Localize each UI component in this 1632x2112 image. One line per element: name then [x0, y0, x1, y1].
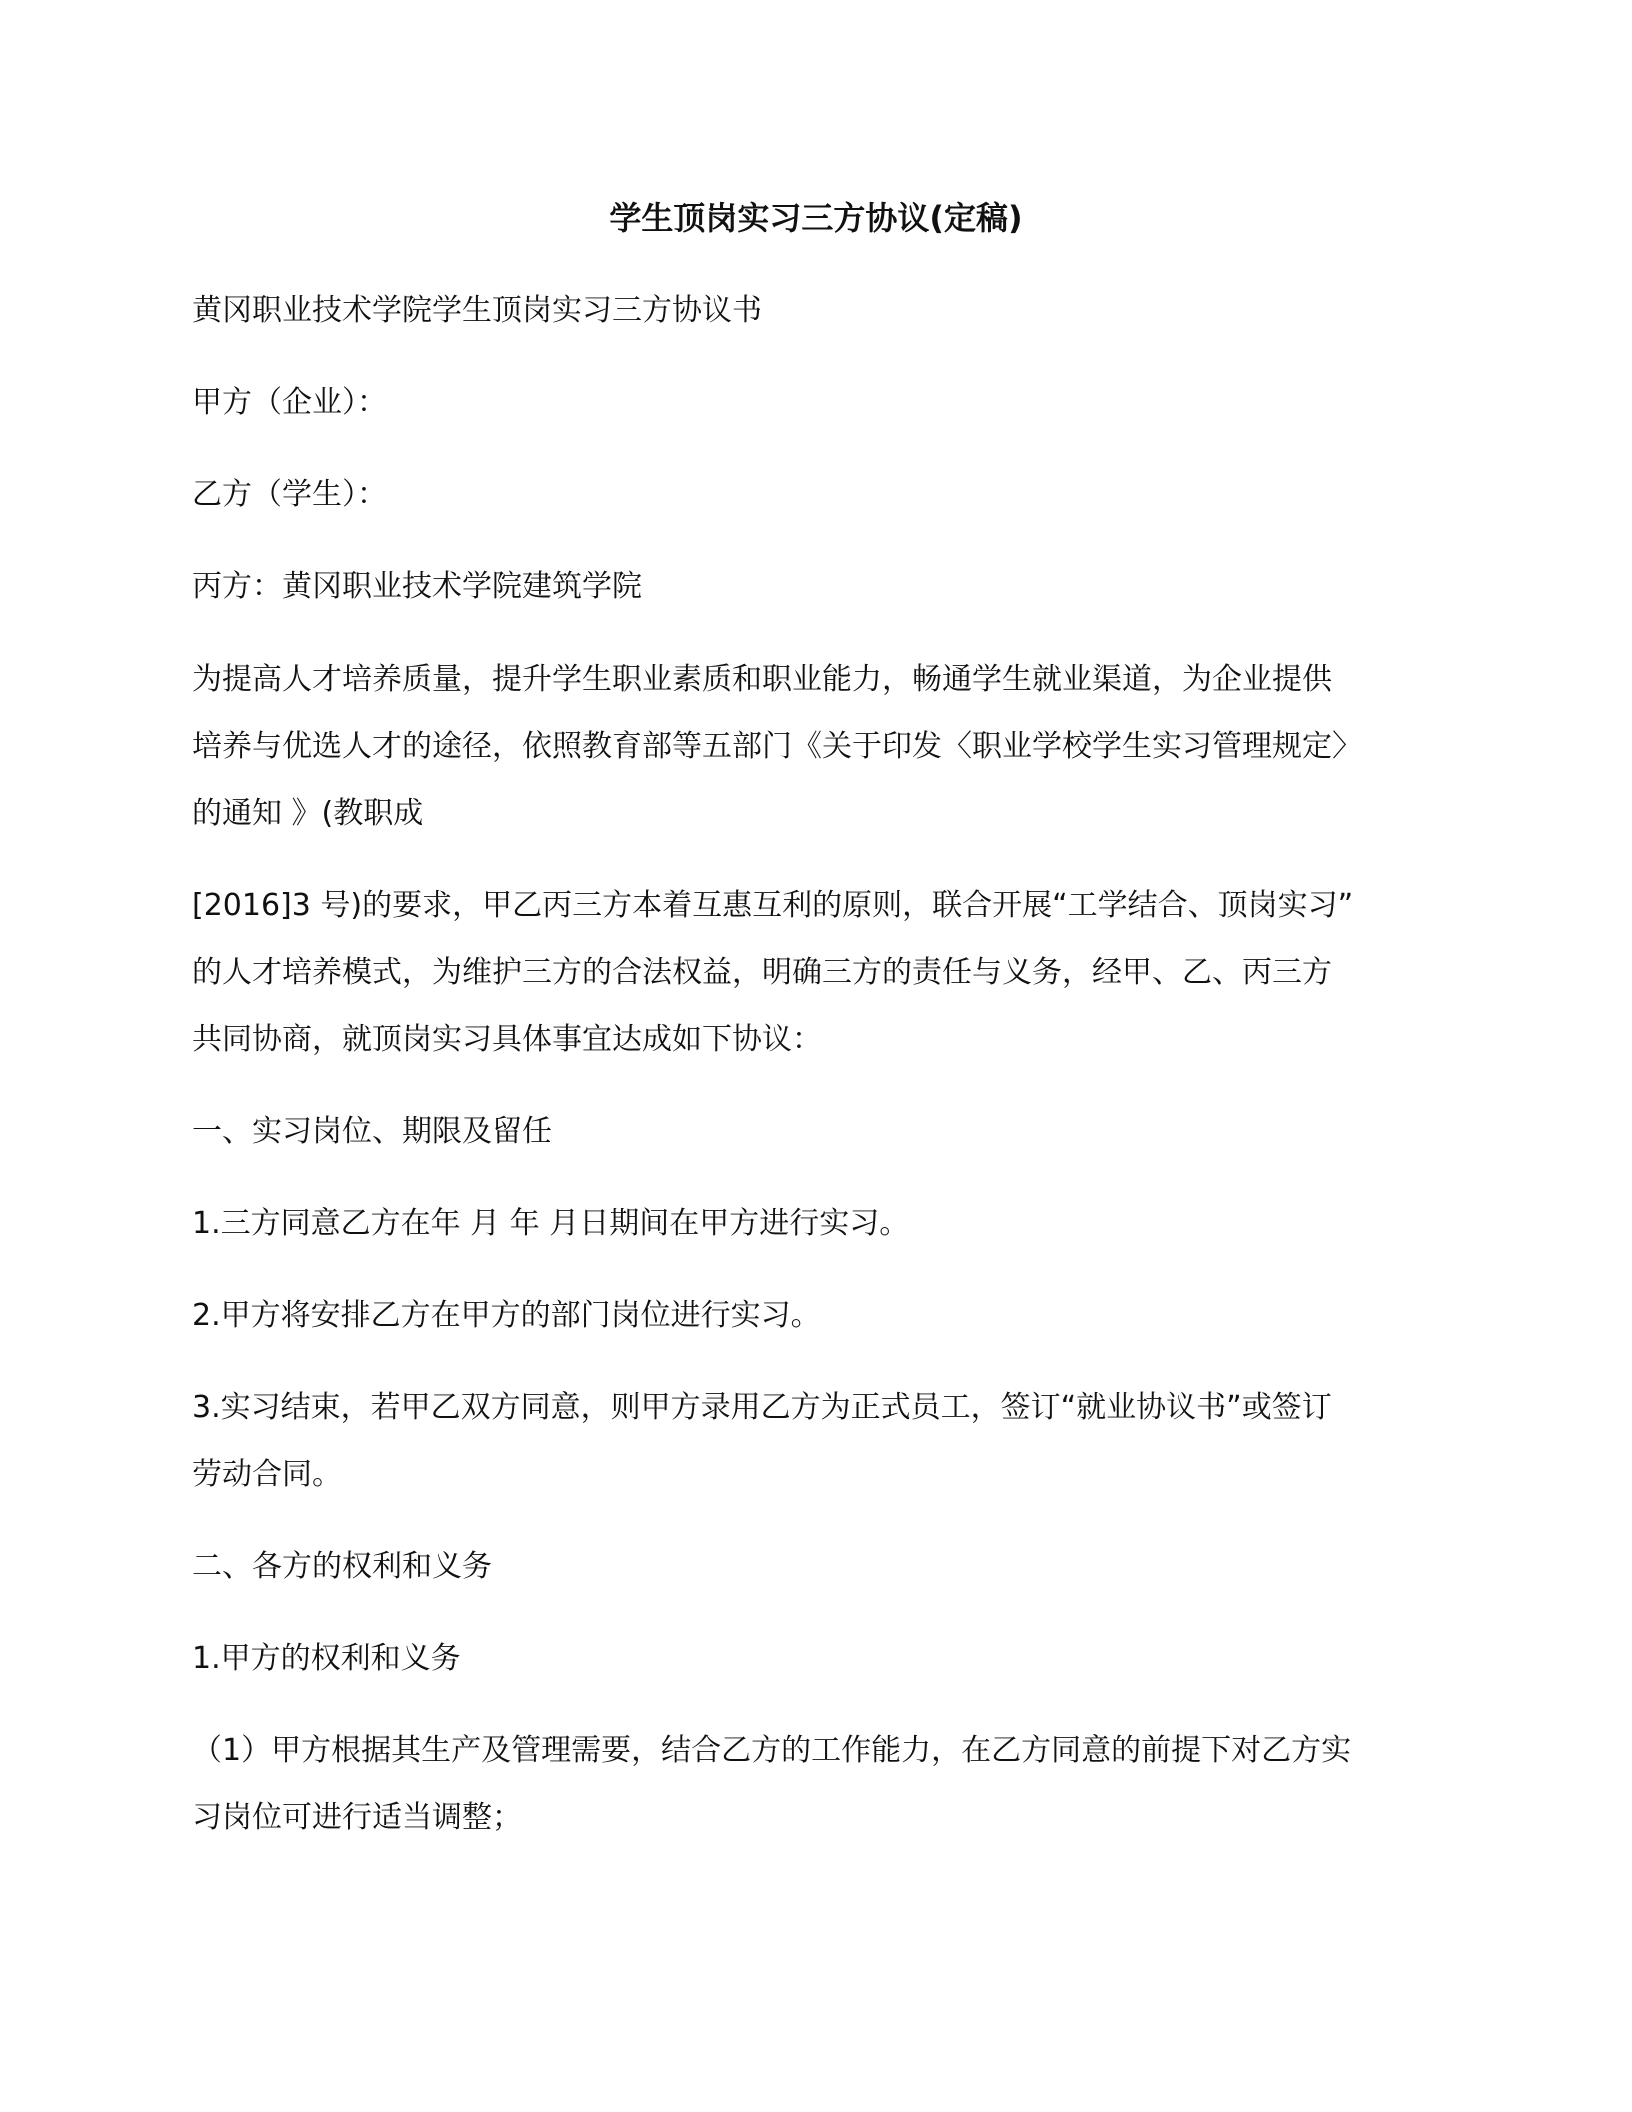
clause-1-2: 2.甲方将安排乙方在甲方的部门岗位进行实习。 [192, 1298, 821, 1333]
party-b-line: 乙方（学生）： [192, 477, 387, 512]
intro-paragraph-line: 的通知 》(教职成 [192, 796, 424, 831]
clause-2-1-1-line: （1）甲方根据其生产及管理需要，结合乙方的工作能力，在乙方同意的前提下对乙方实 [192, 1733, 1352, 1768]
intro-paragraph-line: 为提高人才培养质量，提升学生职业素质和职业能力，畅通学生就业渠道，为企业提供 [192, 662, 1332, 697]
clause-1-1: 1.三方同意乙方在年 月 年 月日期间在甲方进行实习。 [192, 1206, 910, 1241]
subsection-heading-party-a: 1.甲方的权利和义务 [192, 1641, 461, 1676]
section-heading-1: 一、实习岗位、期限及留任 [192, 1114, 552, 1149]
clause-1-3-line: 劳动合同。 [192, 1457, 342, 1492]
requirement-paragraph-line: [2016]3 号)的要求，甲乙丙三方本着互惠互利的原则，联合开展“工学结合、顶岗实习” [192, 888, 1354, 923]
requirement-paragraph-line: 的人才培养模式，为维护三方的合法权益，明确三方的责任与义务，经甲、乙、丙三方 [192, 955, 1332, 990]
requirement-paragraph-line: 共同协商，就顶岗实习具体事宜达成如下协议： [192, 1022, 822, 1057]
clause-2-1-1-line: 习岗位可进行适当调整； [192, 1800, 522, 1835]
party-a-line: 甲方（企业）： [192, 385, 387, 420]
document-title: 学生顶岗实习三方协议(定稿) [609, 199, 1023, 237]
agreement-heading: 黄冈职业技术学院学生顶岗实习三方协议书 [192, 293, 762, 328]
intro-paragraph-line: 培养与优选人才的途径，依照教育部等五部门《关于印发〈职业学校学生实习管理规定〉 [192, 729, 1362, 764]
party-c-line: 丙方：黄冈职业技术学院建筑学院 [192, 569, 642, 604]
section-heading-2: 二、各方的权利和义务 [192, 1549, 492, 1584]
clause-1-3-line: 3.实习结束，若甲乙双方同意，则甲方录用乙方为正式员工，签订“就业协议书”或签订 [192, 1390, 1332, 1425]
